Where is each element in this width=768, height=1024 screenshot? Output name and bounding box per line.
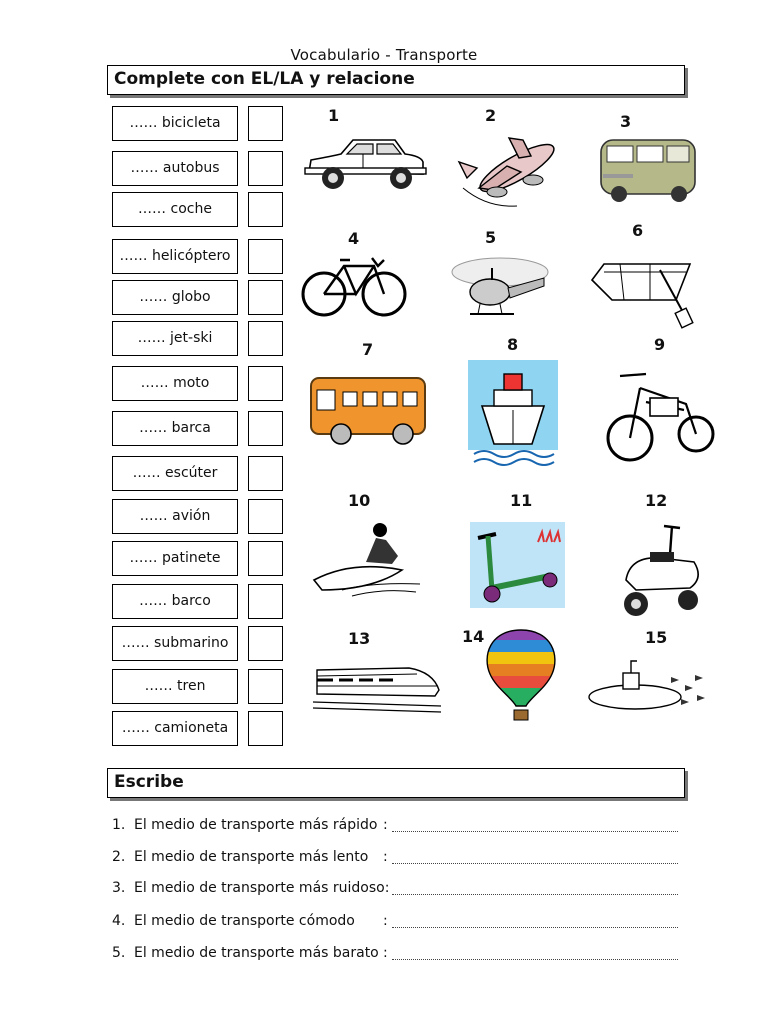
- question-text: El medio de transporte más barato: [134, 945, 379, 961]
- picture-number: 4: [348, 229, 360, 248]
- section-header-text: Complete con EL/LA y relacione: [114, 69, 415, 89]
- answer-box[interactable]: [248, 411, 283, 446]
- picture-number: 12: [645, 491, 668, 510]
- word-box-globo: …… globo: [112, 280, 238, 315]
- picture-number: 13: [348, 629, 371, 648]
- answer-box[interactable]: [248, 584, 283, 619]
- word-box-escuter: …… escúter: [112, 456, 238, 491]
- jet-ski-icon: [312, 520, 422, 600]
- word-box-patinete: …… patinete: [112, 541, 238, 576]
- word-box-bicicleta: …… bicicleta: [112, 106, 238, 141]
- submarine-icon: [585, 655, 713, 721]
- answer-box[interactable]: [248, 192, 283, 227]
- question-text: El medio de transporte más rápido: [134, 817, 378, 833]
- train-icon: [313, 654, 441, 714]
- question-4: [112, 913, 355, 929]
- picture-number: 10: [348, 491, 371, 510]
- question-colon: :: [383, 817, 388, 833]
- answer-box[interactable]: [248, 669, 283, 704]
- bus-icon: [305, 374, 430, 446]
- word-box-autobus: …… autobus: [112, 151, 238, 186]
- answer-box[interactable]: [248, 280, 283, 315]
- scooter-icon: [470, 522, 565, 608]
- word-box-moto: …… moto: [112, 366, 238, 401]
- question-text: El medio de transporte cómodo: [134, 913, 355, 929]
- helicopter-icon: [450, 248, 550, 328]
- section-header-complete: [107, 65, 685, 95]
- answer-box[interactable]: [248, 151, 283, 186]
- answer-line[interactable]: [392, 926, 678, 928]
- word-box-avion: …… avión: [112, 499, 238, 534]
- question-5: [112, 945, 379, 961]
- word-box-submarino: …… submarino: [112, 626, 238, 661]
- question-colon: :: [383, 945, 388, 961]
- section-header-escribe: [107, 768, 685, 798]
- question-number: 5.: [112, 945, 126, 961]
- question-number: 2.: [112, 849, 126, 865]
- word-box-jet-ski: …… jet-ski: [112, 321, 238, 356]
- van-icon: [597, 132, 701, 207]
- question-colon: :: [383, 849, 388, 865]
- picture-number: 11: [510, 491, 533, 510]
- car-icon: [303, 132, 428, 197]
- picture-number: 14: [462, 627, 485, 646]
- hot-air-balloon-icon: [480, 626, 562, 726]
- ship-icon: [468, 360, 558, 470]
- word-box-barca: …… barca: [112, 411, 238, 446]
- question-1: [112, 817, 377, 833]
- question-number: 1.: [112, 817, 126, 833]
- bicycle-icon: [300, 252, 408, 320]
- rowboat-icon: [590, 250, 702, 330]
- page-title: Vocabulario - Transporte: [290, 46, 478, 64]
- answer-line[interactable]: [392, 862, 678, 864]
- answer-box[interactable]: [248, 239, 283, 274]
- moped-icon: [620, 518, 704, 620]
- picture-number: 7: [362, 340, 374, 359]
- answer-box[interactable]: [248, 321, 283, 356]
- picture-number: 15: [645, 628, 668, 647]
- answer-box[interactable]: [248, 106, 283, 141]
- question-text: El medio de transporte más ruidoso: [134, 880, 385, 896]
- answer-box[interactable]: [248, 499, 283, 534]
- question-2: [112, 849, 368, 865]
- airplane-icon: [457, 128, 561, 218]
- picture-number: 8: [507, 335, 519, 354]
- word-box-barco: …… barco: [112, 584, 238, 619]
- question-colon: :: [384, 880, 390, 896]
- answer-line[interactable]: [392, 830, 678, 832]
- motorcycle-icon: [606, 364, 716, 476]
- question-colon: :: [383, 913, 388, 929]
- answer-box[interactable]: [248, 366, 283, 401]
- question-3: [112, 880, 389, 896]
- picture-number: 2: [485, 106, 497, 125]
- section-header-text: Escribe: [114, 772, 184, 792]
- word-box-tren: …… tren: [112, 669, 238, 704]
- answer-box[interactable]: [248, 626, 283, 661]
- picture-number: 5: [485, 228, 497, 247]
- answer-box[interactable]: [248, 541, 283, 576]
- word-box-camioneta: …… camioneta: [112, 711, 238, 746]
- picture-number: 3: [620, 112, 632, 131]
- word-box-coche: …… coche: [112, 192, 238, 227]
- question-number: 3.: [112, 880, 126, 896]
- word-box-helicoptero: …… helicóptero: [112, 239, 238, 274]
- answer-line[interactable]: [392, 893, 678, 895]
- question-text: El medio de transporte más lento: [134, 849, 369, 865]
- question-number: 4.: [112, 913, 126, 929]
- answer-line[interactable]: [392, 958, 678, 960]
- picture-number: 9: [654, 335, 666, 354]
- answer-box[interactable]: [248, 456, 283, 491]
- answer-box[interactable]: [248, 711, 283, 746]
- picture-number: 1: [328, 106, 340, 125]
- picture-number: 6: [632, 221, 644, 240]
